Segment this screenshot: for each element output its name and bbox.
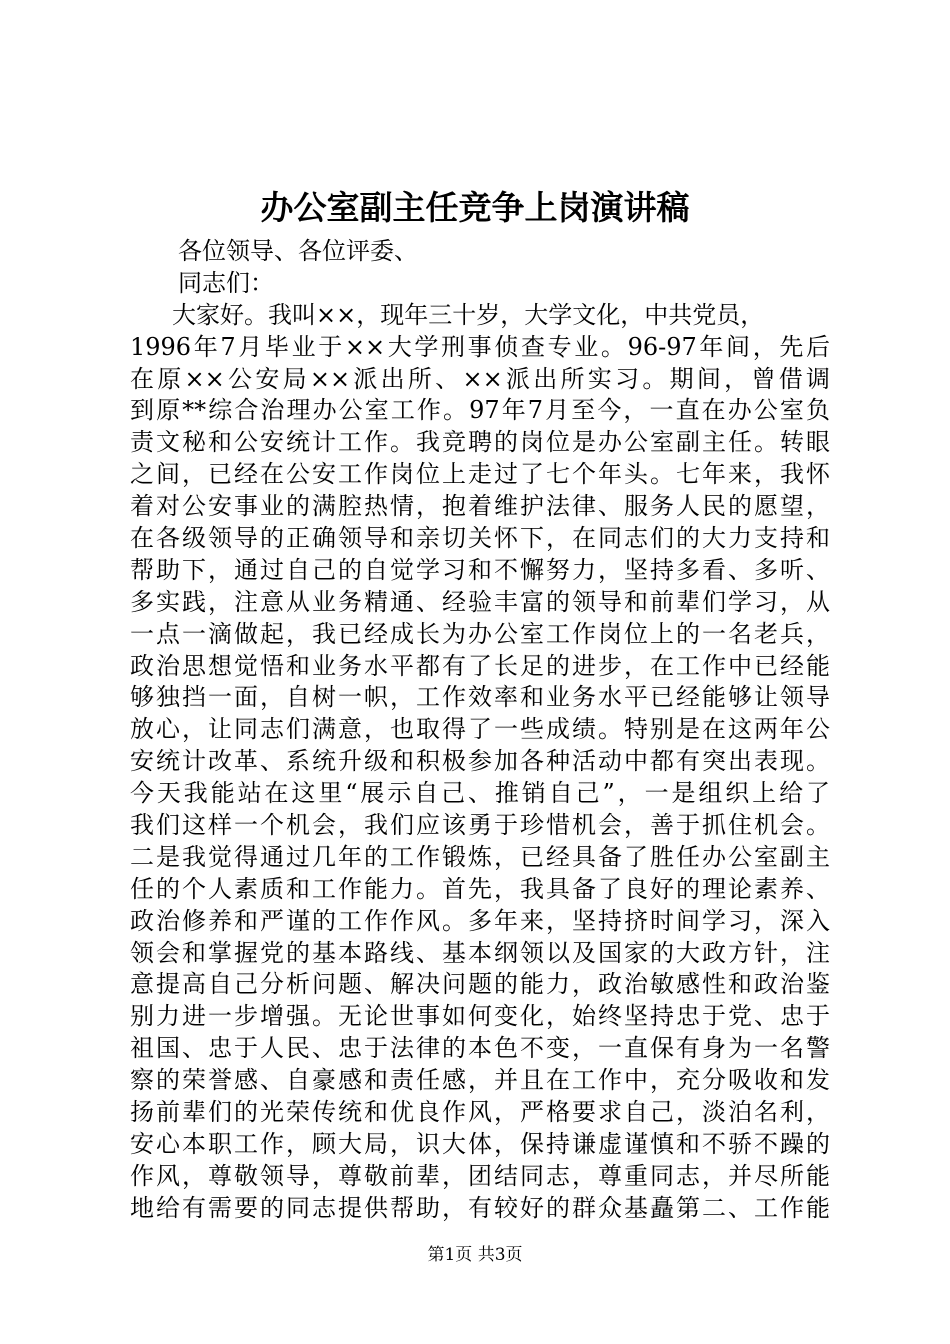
paragraph-line: 扬前辈们的光荣传统和优良作风，严格要求自己，淡泊名利， xyxy=(130,1098,830,1127)
paragraph-line: 作风，尊敬领导，尊敬前辈，团结同志，尊重同志，并尽所能 xyxy=(130,1161,830,1190)
paragraph-line: 今天我能站在这里“展示自己、推销自己”，一是组织上给了 xyxy=(130,779,830,808)
paragraph-line: 在原××公安局××派出所、××派出所实习。期间，曾借调 xyxy=(130,364,830,393)
paragraph-line: 大家好。我叫××，现年三十岁，大学文化，中共党员， xyxy=(172,300,765,329)
paragraph-line: 在各级领导的正确领导和亲切关怀下，在同志们的大力支持和 xyxy=(130,524,830,553)
paragraph-line: 帮助下，通过自己的自觉学习和不懈努力，坚持多看、多听、 xyxy=(130,555,830,584)
paragraph-line: 二是我觉得通过几年的工作锻炼，已经具备了胜任办公室副主 xyxy=(130,842,830,871)
paragraph-line: 放心，让同志们满意，也取得了一些成绩。特别是在这两年公 xyxy=(130,715,830,744)
document-body xyxy=(130,236,830,1225)
paragraph-line: 着对公安事业的满腔热情，抱着维护法律、服务人民的愿望， xyxy=(130,492,830,521)
paragraph-line: 到原**综合治理办公室工作。97年7月至今，一直在办公室负 xyxy=(130,396,830,425)
salutation-line: 同志们： xyxy=(178,268,274,297)
paragraph-line: 够独挡一面，自树一帜，工作效率和业务水平已经能够让领导 xyxy=(130,683,830,712)
paragraph-line: 一点一滴做起，我已经成长为办公室工作岗位上的一名老兵， xyxy=(130,619,830,648)
paragraph-line: 祖国、忠于人民、忠于法律的本色不变，一直保有身为一名警 xyxy=(130,1034,830,1063)
paragraph-line: 地给有需要的同志提供帮助，有较好的群众基矗第二、工作能 xyxy=(130,1193,830,1222)
body-paragraph xyxy=(130,300,830,1225)
document-title: 办公室副主任竞争上岗演讲稿 xyxy=(260,188,690,227)
paragraph-line: 多实践，注意从业务精通、经验丰富的领导和前辈们学习，从 xyxy=(130,587,830,616)
paragraph-line: 别力进一步增强。无论世事如何变化，始终坚持忠于党、忠于 xyxy=(130,1002,830,1031)
paragraph-line: 安心本职工作，顾大局，识大体，保持谦虚谨慎和不骄不躁的 xyxy=(130,1129,830,1158)
paragraph-line: 领会和掌握党的基本路线、基本纲领以及国家的大政方针，注 xyxy=(130,938,830,967)
paragraph-line: 我们这样一个机会，我们应该勇于珍惜机会，善于抓住机会。 xyxy=(130,811,830,840)
page-number-footer: 第1页 共3页 xyxy=(427,1245,523,1265)
paragraph-line: 之间，已经在公安工作岗位上走过了七个年头。七年来，我怀 xyxy=(130,460,830,489)
paragraph-line: 1996年7月毕业于××大学刑事侦查专业。96-97年间，先后 xyxy=(130,332,830,361)
paragraph-line: 任的个人素质和工作能力。首先，我具备了良好的理论素养、 xyxy=(130,874,830,903)
paragraph-line: 政治思想觉悟和业务水平都有了长足的进步，在工作中已经能 xyxy=(130,651,830,680)
paragraph-line: 责文秘和公安统计工作。我竞聘的岗位是办公室副主任。转眼 xyxy=(130,428,830,457)
paragraph-line: 安统计改革、系统升级和积极参加各种活动中都有突出表现。 xyxy=(130,747,830,776)
paragraph-line: 察的荣誉感、自豪感和责任感，并且在工作中，充分吸收和发 xyxy=(130,1066,830,1095)
salutation-line: 各位领导、各位评委、 xyxy=(178,237,418,265)
paragraph-line: 政治修养和严谨的工作作风。多年来，坚持挤时间学习，深入 xyxy=(130,906,830,935)
paragraph-line: 意提高自己分析问题、解决问题的能力，政治敏感性和政治鉴 xyxy=(130,970,830,999)
